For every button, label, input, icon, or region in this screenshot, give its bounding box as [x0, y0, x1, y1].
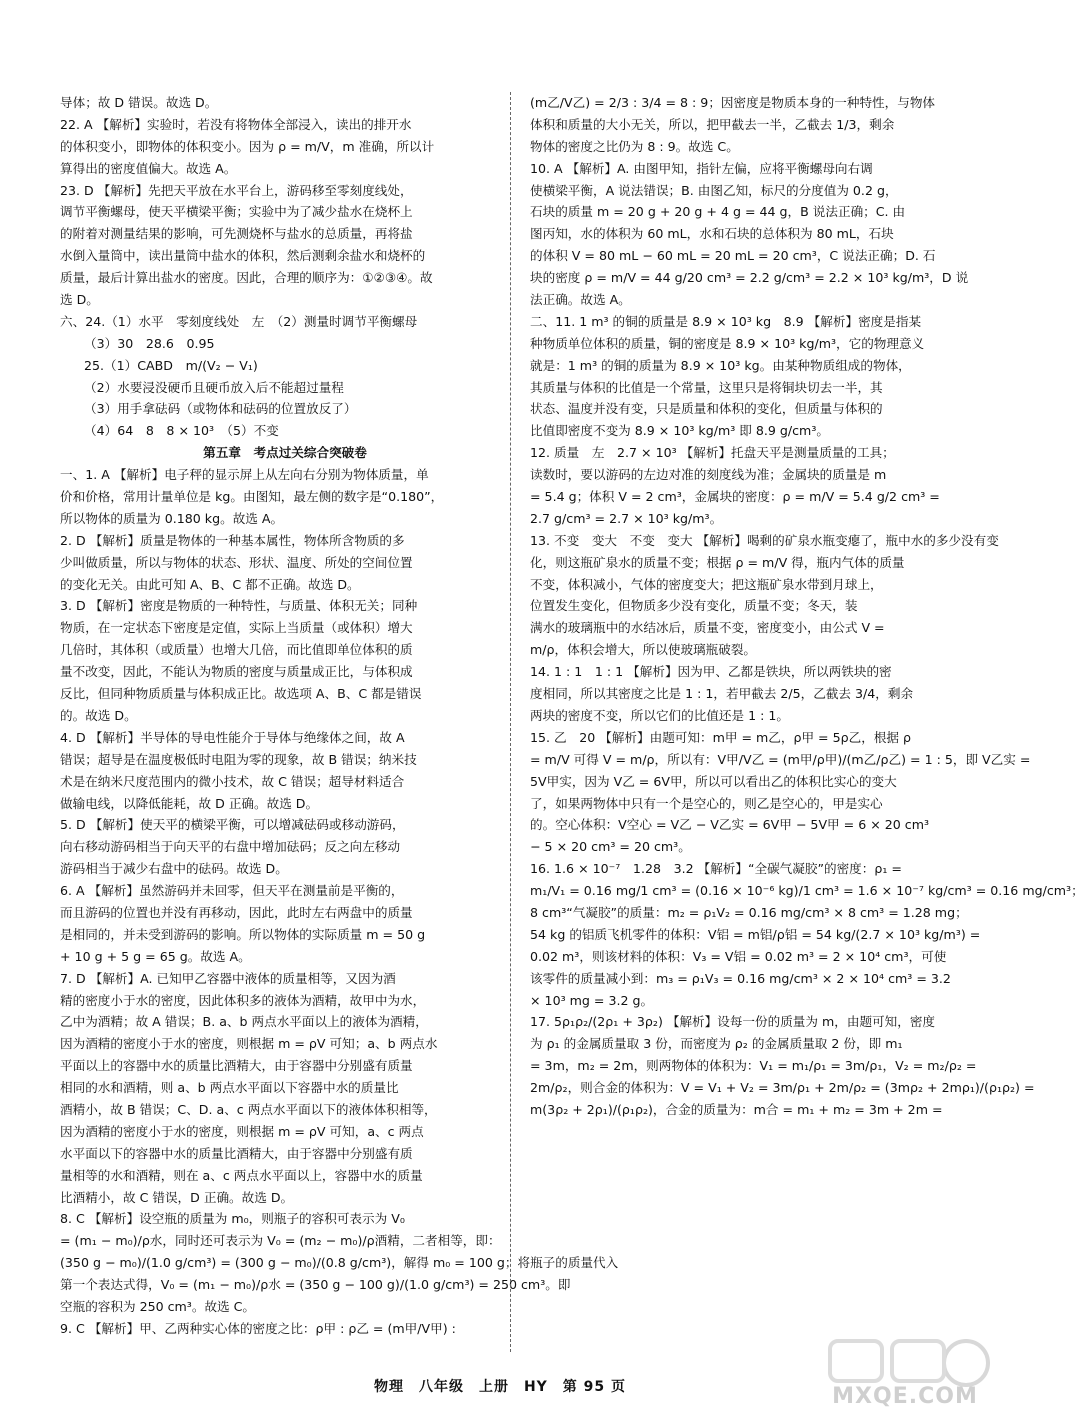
left-text-line: 平面以上的容器中水的质量比酒精大，由于容器中分别盛有质量 — [60, 1058, 413, 1074]
left-text-line: 6. A 【解析】虽然游码并未回零，但天平在测量前是平衡的， — [60, 883, 404, 899]
left-text-line: 所以物体的质量为 0.180 kg。故选 A。 — [60, 510, 284, 526]
right-text-line: 使横梁平衡，A 说法错误；B. 由图乙知，标尺的分度值为 0.2 g， — [530, 182, 898, 198]
left-text-line: 酒精小，故 B 错误；C、D. a、c 两点水平面以下的液体体积相等， — [60, 1101, 437, 1117]
left-text-line: 23. D 【解析】先把天平放在水平台上，游码移至零刻度线处， — [60, 182, 413, 198]
left-text-line: 物质，在一定状态下密度是定值，实际上当质量（或体积）增大 — [60, 620, 413, 636]
right-text-line: 其质量与体积的比值是一个常量，这里只是将铜块切去一半，其 — [530, 379, 883, 395]
left-text-line: 量相等的水和酒精，则在 a、c 两点水平面以上，容器中水的质量 — [60, 1167, 423, 1183]
right-text-line: (m乙/V乙) = 2/3 : 3/4 = 8 : 9；因密度是物质本身的一种特性，与物体 — [530, 95, 936, 110]
right-text-line: 法正确。故选 A。 — [530, 292, 631, 308]
left-text-line: 几倍时，其体积（或质量）也增大几倍，而比值即单位体积的质 — [60, 642, 413, 658]
right-text-line: 种物质单位体积的质量，铜的密度是 8.9 × 10³ kg/m³，它的物理意义 — [530, 335, 925, 351]
right-text-line: 2m/ρ₂，则合金的体积为：V = V₁ + V₂ = 3m/ρ₁ + 2m/ρ₂ = (3mρ₂ + 2mρ₁)/(ρ₁ρ₂) = — [530, 1080, 1035, 1096]
left-text-line: 第五章 考点过关综合突破卷 — [203, 445, 367, 461]
right-text-line: 石块的质量 m = 20 g + 20 g + 4 g = 44 g，B 说法正确；C. 由 — [530, 204, 906, 220]
left-text-line: 4. D 【解析】半导体的导电性能介于导体与绝缘体之间，故 A — [60, 729, 405, 745]
right-text-line: 两块的密度不变，所以它们的比值还是 1 : 1。 — [530, 707, 789, 723]
left-text-line: 的变化无关。由此可知 A、B、C 都不正确。故选 D。 — [60, 576, 360, 592]
column-divider — [510, 92, 511, 1352]
right-text-line: 14. 1 : 1 1 : 1 【解析】因为甲、乙都是铁块，所以两铁块的密 — [530, 664, 892, 680]
right-text-line: 54 kg 的铝质飞机零件的体积：V铝 = m铝/ρ铝 = 54 kg/(2.7 × 10³ kg/m³) = — [530, 926, 981, 942]
left-text-line: 做输电线，以降低能耗，故 D 正确。故选 D。 — [60, 795, 319, 811]
left-text-line: 是相同的，并未受到游码的影响。所以物体的实际质量 m = 50 g — [60, 926, 426, 942]
left-text-line: 少叫做质量，所以与物体的状态、形状、温度、所处的空间位置 — [60, 554, 413, 570]
right-text-line: 化，则这瓶矿泉水的质量不变；根据 ρ = m/V 得，瓶内气体的质量 — [530, 554, 905, 570]
left-text-line: 调节平衡螺母，使天平横梁平衡；实验中为了减少盐水在烧杯上 — [60, 204, 413, 220]
left-text-line: 第一个表达式得，V₀ = (m₁ − m₀)/ρ水 = (350 g − 100 g)/(1.0 g/cm³) = 250 cm³。即 — [60, 1277, 571, 1293]
left-text-line: 3. D 【解析】密度是物质的一种特性，与质量、体积无关；同种 — [60, 598, 418, 614]
left-text-line: 水平面以下的容器中水的质量比酒精大，由于容器中分别盛有质 — [60, 1145, 413, 1161]
left-text-line: 比酒精小，故 C 错误，D 正确。故选 D。 — [60, 1189, 294, 1205]
left-text-line: （3）30 28.6 0.95 — [84, 335, 215, 351]
right-text-line: = 5.4 g；体积 V = 2 cm³，金属块的密度：ρ = m/V = 5.4 g/2 cm³ = — [530, 489, 940, 505]
left-text-line: 价和价格，常用计量单位是 kg。由图知，最左侧的数字是“0.180”， — [60, 489, 444, 505]
right-text-line: 位置发生变化，但物质多少没有变化，质量不变；冬天，装 — [530, 598, 858, 614]
left-text-line: 空瓶的容积为 250 cm³。故选 C。 — [60, 1298, 256, 1314]
right-text-line: m/ρ，体积会增大，所以使玻璃瓶破裂。 — [530, 642, 757, 658]
watermark-logo — [820, 1335, 990, 1415]
left-text-line: 六、24.（1）水平 零刻度线处 左 （2）测量时调节平衡螺母 — [60, 313, 418, 329]
left-text-line: 导体；故 D 错误。故选 D。 — [60, 95, 218, 110]
left-text-line: 5. D 【解析】使天平的横梁平衡，可以增减砝码或移动游码， — [60, 817, 405, 833]
left-text-line: 反比，但同种物质质量与体积成正比。故选项 A、B、C 都是错误 — [60, 686, 422, 702]
right-text-line: 就是：1 m³ 的铜的质量为 8.9 × 10³ kg。由某种物质组成的物体， — [530, 357, 911, 373]
left-text-line: 7. D 【解析】A. 已知甲乙容器中液体的质量相等，又因为酒 — [60, 970, 396, 986]
left-text-line: 乙中为酒精；故 A 错误；B. a、b 两点水平面以上的液体为酒精， — [60, 1014, 428, 1030]
right-text-line: 8 cm³“气凝胶”的质量：m₂ = ρ₁V₂ = 0.16 mg/cm³ × 8 cm³ = 1.28 mg； — [530, 904, 968, 920]
left-text-line: 因为酒精的密度小于水的密度，则根据 m = ρV 可知；a、b 两点水 — [60, 1036, 438, 1052]
right-text-line: 5V甲实，因为 V乙 = 6V甲，所以可以看出乙的体积比实心的变大 — [530, 773, 897, 789]
left-text-line: 游码相当于减少右盘中的砝码。故选 D。 — [60, 861, 288, 877]
right-column — [530, 92, 1084, 1360]
left-text-line: 8. C 【解析】设空瓶的质量为 m₀，则瓶子的容积可表示为 V₀ — [60, 1211, 405, 1227]
left-text-line: 质量，最后计算出盐水的密度。因此，合理的顺序为：①②③④。故 — [60, 270, 433, 286]
left-text-line: 一、1. A 【解析】电子秤的显示屏上从左向右分别为物体质量，单 — [60, 467, 429, 483]
right-text-line: 15. 乙 20 【解析】由题可知：m甲 = m乙，ρ甲 = 5ρ乙，根据 ρ — [530, 729, 911, 745]
right-text-line: 状态、温度并没有变，只是质量和体积的变化，但质量与体积的 — [530, 401, 883, 417]
right-text-line: 物体的密度之比仍为 8 : 9。故选 C。 — [530, 138, 739, 154]
left-text-line: 的。故选 D。 — [60, 707, 137, 723]
left-text-line: （3）用手拿砝码（或物体和砝码的位置放反了） — [84, 401, 357, 417]
right-text-line: 10. A 【解析】A. 由图甲知，指针左偏，应将平衡螺母向右调 — [530, 160, 873, 176]
left-text-line: = (m₁ − m₀)/ρ水，同时还可表示为 V₀ = (m₂ − m₀)/ρ酒精，二者相等，即： — [60, 1233, 501, 1249]
right-text-line: 16. 1.6 × 10⁻⁷ 1.28 3.2 【解析】“全碳气凝胶”的密度：ρ₁ = — [530, 861, 902, 877]
left-text-line: 相同的水和酒精，则 a、b 两点水平面以下容器中水的质量比 — [60, 1080, 399, 1096]
right-text-line: = m/V 可得 V = m/ρ，所以有：V甲/V乙 = (m甲/ρ甲)/(m乙/ρ乙) = 1 : 5，即 V乙实 = — [530, 751, 1031, 767]
right-text-line: 为 ρ₁ 的金属质量取 3 份，而密度为 ρ₂ 的金属质量取 2 份，即 m₁ — [530, 1036, 903, 1052]
left-text-line: 量不改变，因此，不能认为物质的密度与质量成正比，与体积成 — [60, 664, 413, 680]
right-text-line: = 3m，m₂ = 2m，则两物体的体积为：V₁ = m₁/ρ₁ = 3m/ρ₁，V₂ = m₂/ρ₂ = — [530, 1058, 977, 1074]
left-text-line: （4）64 8 8 × 10³ （5）不变 — [84, 423, 279, 439]
left-text-line: + 10 g + 5 g = 65 g。故选 A。 — [60, 948, 251, 964]
right-text-line: 比值即密度不变为 8.9 × 10³ kg/m³ 即 8.9 g/cm³。 — [530, 423, 829, 439]
right-text-line: 12. 质量 左 2.7 × 10³ 【解析】托盘天平是测量质量的工具； — [530, 445, 895, 461]
right-text-line: 2.7 g/cm³ = 2.7 × 10³ kg/m³。 — [530, 510, 723, 526]
left-text-line: 因为酒精的密度小于水的密度，则根据 m = ρV 可知，a、c 两点 — [60, 1123, 424, 1139]
right-text-line: 体积和质量的大小无关，所以，把甲截去一半，乙截去 1/3，剩余 — [530, 116, 895, 132]
right-text-line: 不变，体积减小，气体的密度变大；把这瓶矿泉水带到月球上， — [530, 576, 883, 592]
left-text-line: 选 D。 — [60, 292, 99, 308]
right-text-line: 读数时，要以游码的左边对准的刻度线为准；金属块的质量是 m — [530, 467, 887, 483]
right-text-line: 17. 5ρ₁ρ₂/(2ρ₁ + 3ρ₂) 【解析】设每一份的质量为 m，由题可知，密度 — [530, 1014, 936, 1030]
left-text-line: 22. A 【解析】实验时，若没有将物体全部浸入，读出的排开水 — [60, 116, 412, 132]
right-text-line: 块的密度 ρ = m/V = 44 g/20 cm³ = 2.2 g/cm³ = 2.2 × 10³ kg/m³，D 说 — [530, 270, 969, 286]
right-text-line: 13. 不变 变大 不变 变大 【解析】喝剩的矿泉水瓶变瘪了，瓶中水的多少没有变 — [530, 532, 999, 548]
left-text-line: 术是在纳米尺度范围内的微小技术，故 C 错误；超导材料适合 — [60, 773, 405, 789]
left-text-line: 水倒入量筒中，读出量筒中盐水的体积，然后测剩余盐水和烧杯的 — [60, 248, 426, 264]
left-text-line: 错误；超导是在温度极低时电阻为零的现象，故 B 错误；纳米技 — [60, 751, 417, 767]
right-text-line: 度相同，所以其密度之比是 1 : 1，若甲截去 2/5，乙截去 3/4，剩余 — [530, 686, 914, 702]
left-text-line: 9. C 【解析】甲、乙两种实心体的密度之比：ρ甲 : ρ乙 = (m甲/V甲) : — [60, 1320, 456, 1336]
right-text-line: m(3ρ₂ + 2ρ₁)/(ρ₁ρ₂)，合金的质量为：m合 = m₁ + m₂ = 3m + 2m = — [530, 1101, 943, 1117]
right-text-line: 的。空心体积：V空心 = V乙 − V乙实 = 6V甲 − 5V甲 = 6 × 20 cm³ — [530, 817, 930, 833]
left-text-line: 25.（1）CABD m/(V₂ − V₁) — [84, 357, 258, 373]
left-text-line: (350 g − m₀)/(1.0 g/cm³) = (300 g − m₀)/(0.8 g/cm³)，解得 m₀ = 100 g；将瓶子的质量代入 — [60, 1255, 619, 1271]
left-text-line: 向右移动游码相当于向天平的右盘中增加砝码；反之向左移动 — [60, 839, 401, 855]
right-text-line: 满水的玻璃瓶中的水结冰后，质量不变，密度变小，由公式 V = — [530, 620, 885, 636]
right-text-line: 了，如果两物体中只有一个是空心的，则乙是空心的，甲是实心 — [530, 795, 883, 811]
right-text-line: 图丙知，水的体积为 60 mL，水和石块的总体积为 80 mL，石块 — [530, 226, 894, 242]
left-text-line: 而且游码的位置也并没有再移动，因此，此时左右两盘中的质量 — [60, 904, 413, 920]
left-text-line: 精的密度小于水的密度，因此体积多的液体为酒精，故甲中为水， — [60, 992, 426, 1008]
right-text-line: 二、11. 1 m³ 的铜的质量是 8.9 × 10³ kg 8.9 【解析】密度是指某 — [530, 313, 922, 329]
left-text-line: （2）水要浸没硬币且硬币放入后不能超过量程 — [84, 379, 344, 395]
watermark-text: MXQE.COM — [832, 1384, 978, 1409]
right-text-line: − 5 × 20 cm³ = 20 cm³。 — [530, 839, 691, 855]
right-text-line: × 10³ mg = 3.2 g。 — [530, 992, 654, 1008]
right-text-line: 0.02 m³，则该材料的体积：V₃ = V铝 = 0.02 m³ = 2 × 10⁴ cm³，可使 — [530, 948, 947, 964]
left-text-line: 2. D 【解析】质量是物体的一种基本属性，物体所含物质的多 — [60, 532, 405, 548]
right-text-line: m₁/V₁ = 0.16 mg/1 cm³ = (0.16 × 10⁻⁶ kg)/1 cm³ = 1.6 × 10⁻⁷ kg/cm³ = 0.16 mg/cm³； — [530, 883, 1084, 899]
page-footer: 物理 八年级 上册 HY 第 95 页 — [373, 1379, 627, 1395]
left-text-line: 算得出的密度值偏大。故选 A。 — [60, 160, 237, 176]
left-text-line: 的体积变小，即物体的体积变小。因为 ρ = m/V，m 准确，所以计 — [60, 138, 435, 154]
right-text-line: 该零件的质量减小到：m₃ = ρ₁V₃ = 0.16 mg/cm³ × 2 × 10⁴ cm³ = 3.2 — [530, 970, 951, 986]
right-text-line: 的体积 V = 80 mL − 60 mL = 20 mL = 20 cm³，C 说法正确；D. 石 — [530, 248, 936, 264]
left-text-line: 的附着对测量结果的影响，可先测烧杯与盐水的总质量，再将盐 — [60, 226, 413, 242]
